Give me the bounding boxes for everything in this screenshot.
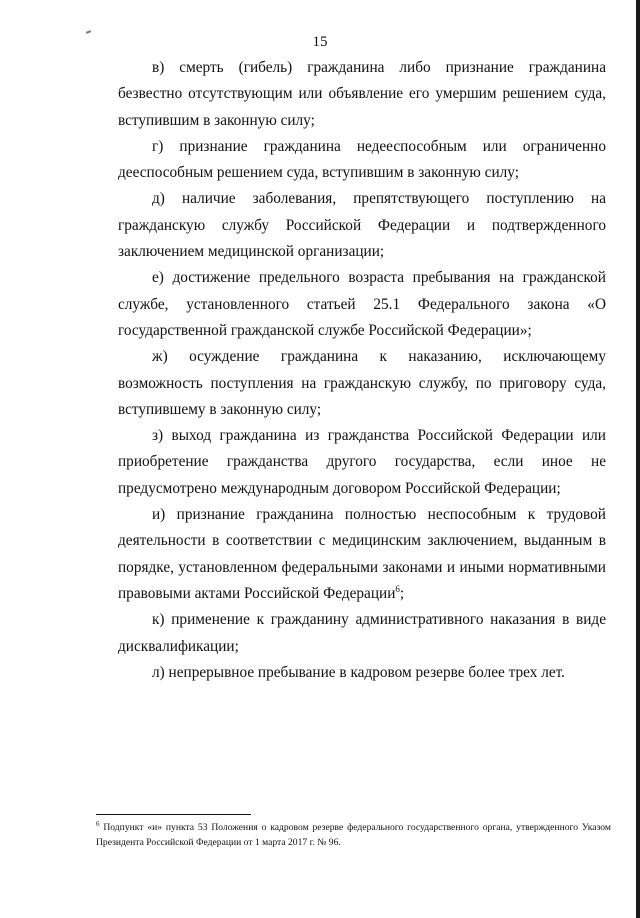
paragraph-d: д) наличие заболевания, препятствующего поступлению на гражданскую службу Российской Федерации и подтвержденного заключением медицинской организации; xyxy=(118,190,606,261)
footnote xyxy=(96,820,611,850)
paragraph-k: к) применение к гражданину административного наказания в виде дисквалификации; xyxy=(118,611,606,655)
footnote-text: Подпункт «и» пункта 53 Положения о кадровом резерве федерального государственного органа, утвержденного Указом Президента Российской Федерации от 1 марта 2017 г. № 96. xyxy=(96,822,611,848)
paragraph-e: е) достижение предельного возраста пребывания на гражданской службе, установленного статьей 25.1 Федерального закона «О государственной гражданской службе Российской Федерации»; xyxy=(118,269,606,339)
paragraph-l: л) непрерывное пребывание в кадровом резерве более трех лет. xyxy=(152,663,565,681)
footnote-reference[interactable]: 6 xyxy=(395,583,400,594)
paragraph-i-text: и) признание гражданина полностью неспособным к трудовой деятельности в соответствии с медицинским заключением, выданным в порядке, установленном федеральными законами и иными нормативными правовыми актами Российской Федерации xyxy=(118,506,606,602)
paragraph-g: г) признание гражданина недееспособным или ограниченно дееспособным решением суда, вступившим в законную силу; xyxy=(118,137,606,182)
paragraph-i-end: ; xyxy=(399,584,405,602)
paragraph-v: в) смерть (гибель) гражданина либо признание гражданина безвестно отсутствующим или объявление его умершим решением суда, вступившим в законную силу; xyxy=(118,59,606,129)
page-number: 15 xyxy=(312,34,328,50)
body-text xyxy=(118,55,606,686)
footnote-separator xyxy=(96,814,251,815)
paragraph-zh: ж) осуждение гражданина к наказанию, исключающему возможность поступления на гражданскую службу, по приговору суда, вступившему в законную силу; xyxy=(118,348,606,418)
paragraph-z: з) выход гражданина из гражданства Российской Федерации или приобретение гражданства другого государства, если иное не предусмотрено международным договором Российской Федерации; xyxy=(118,427,606,497)
footnote-marker: 6 xyxy=(96,819,100,828)
scan-page-edge xyxy=(636,0,640,918)
paragraph-i xyxy=(118,502,606,607)
